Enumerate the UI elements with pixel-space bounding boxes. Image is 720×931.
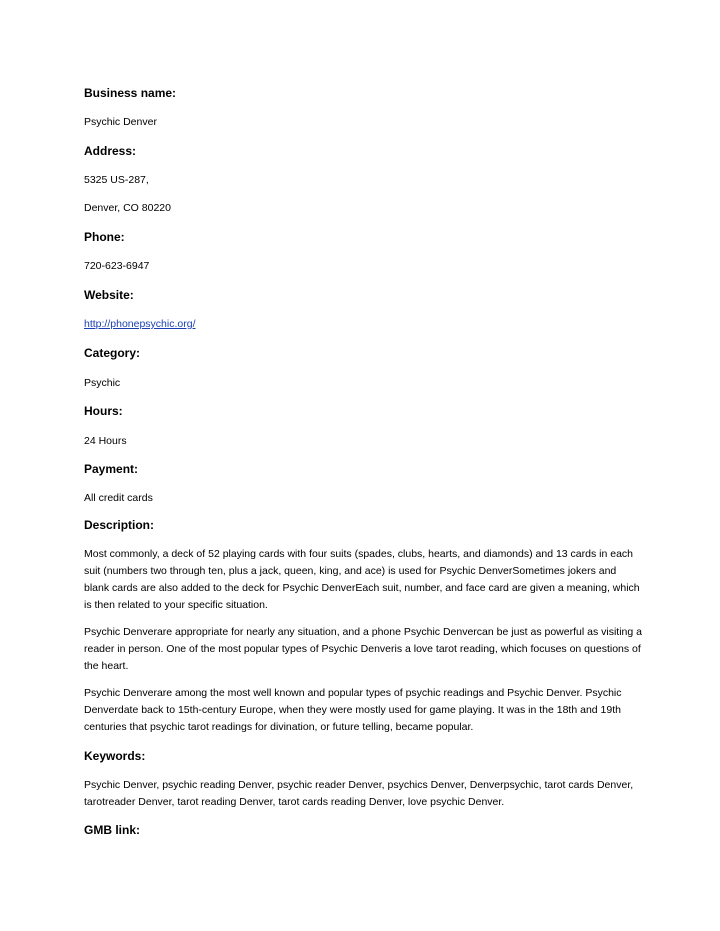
address-label: Address: — [84, 144, 137, 158]
website-label: Website: — [84, 288, 134, 302]
category-label: Category: — [84, 346, 141, 360]
phone-value: 720-623-6947 — [84, 260, 150, 272]
hours-label: Hours: — [84, 404, 123, 418]
phone-label: Phone: — [84, 230, 125, 244]
description-label: Description: — [84, 518, 155, 532]
website-link[interactable]: http://phonepsychic.org/ — [84, 318, 196, 330]
business-name-value: Psychic Denver — [84, 116, 157, 128]
category-value: Psychic — [84, 377, 121, 389]
gmb-link-label: GMB link: — [84, 823, 140, 837]
hours-value: 24 Hours — [84, 435, 127, 447]
description-paragraph-3: Psychic Denverare among the most well known and popular types of psychic readings and Psychic Denver. Psychic Denverdate back to 15th-century Europe, when they were mostly used for game playing. It was in the 18th and 19th centuries that psychic tarot readings for divination, or future telling, became popular. — [84, 687, 622, 733]
business-name-label: Business name: — [84, 86, 177, 100]
address-line-1: 5325 US-287, — [84, 174, 149, 186]
keywords-label: Keywords: — [84, 749, 146, 763]
payment-label: Payment: — [84, 462, 139, 476]
address-line-2: Denver, CO 80220 — [84, 202, 171, 214]
keywords-value: Psychic Denver, psychic reading Denver, psychic reader Denver, psychics Denver, Denverpsychic, tarot cards Denver, tarotreader Denver, tarot reading Denver, tarot cards reading Denver, love psychic Denver. — [84, 779, 634, 808]
description-paragraph-2: Psychic Denverare appropriate for nearly any situation, and a phone Psychic Denvercan be just as powerful as visiting a reader in person. One of the most popular types of Psychic Denveris a love tarot reading, which focuses on questions of the heart. — [84, 626, 642, 672]
payment-value: All credit cards — [84, 492, 153, 504]
description-paragraph-1: Most commonly, a deck of 52 playing cards with four suits (spades, clubs, hearts, and diamonds) and 13 cards in each suit (numbers two through ten, plus a jack, queen, king, and ace) is used for Psychic DenverSometimes jokers and blank cards are also added to the deck for Psychic DenverEach suit, number, and face card are given a meaning, which is then related to your specific situation. — [84, 548, 640, 611]
